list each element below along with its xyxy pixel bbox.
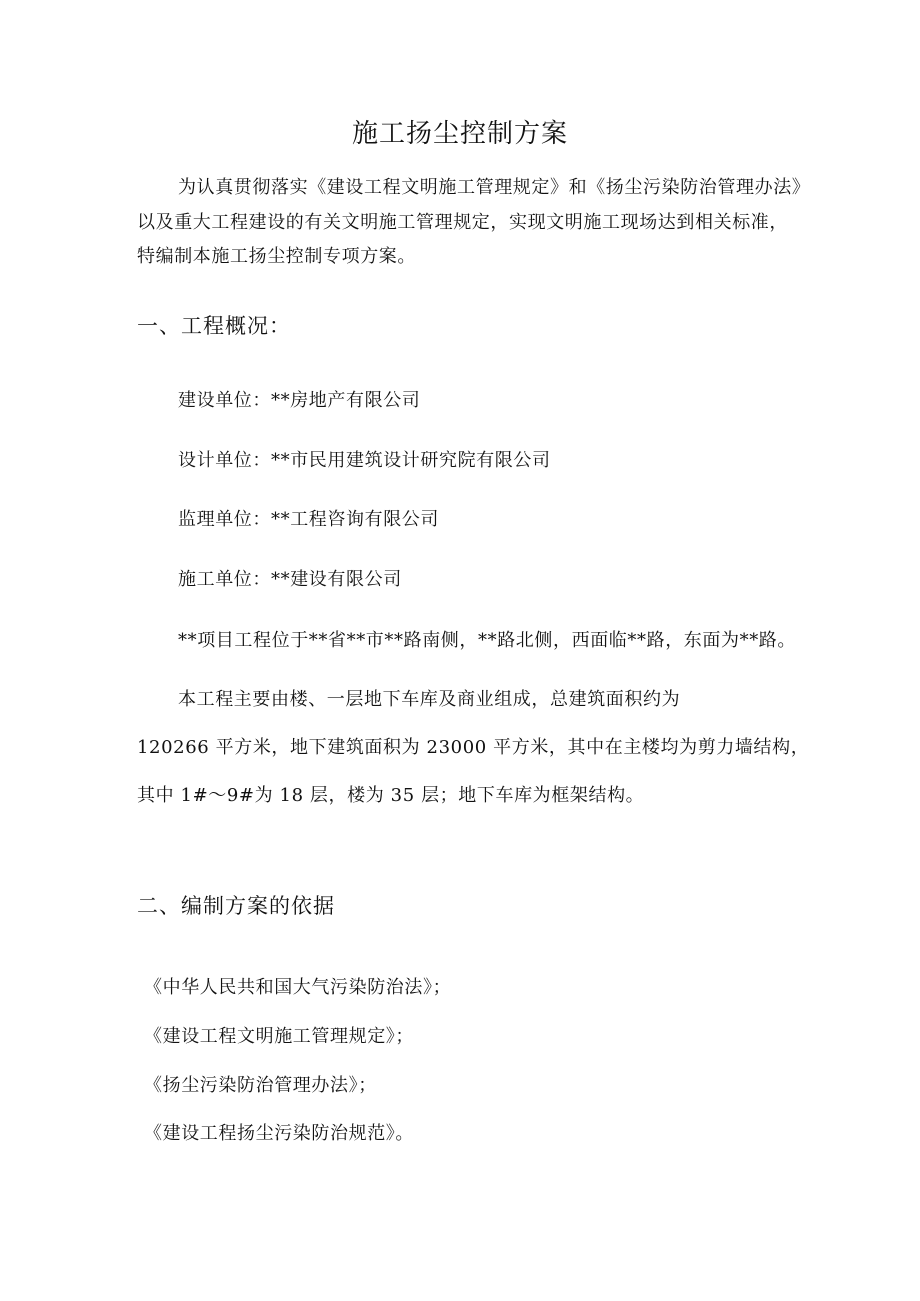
- intro-line-2: 以及重大工程建设的有关文明施工管理规定，实现文明施工现场达到相关标准，: [137, 212, 788, 233]
- construction-unit: 建设单位：**房地产有限公司: [178, 390, 421, 411]
- description-line-3: 其中 1#～9#为 18 层，楼为 35 层；地下车库为框架结构。: [137, 785, 645, 806]
- description-line-2: 120266 平方米，地下建筑面积为 23000 平方米，其中在主楼均为剪力墙结构，: [137, 737, 810, 758]
- description-line-1: 本工程主要由楼、一层地下车库及商业组成，总建筑面积约为: [178, 689, 681, 710]
- section-2-heading: 二、编制方案的依据: [137, 894, 335, 918]
- basis-item-3: 《扬尘污染防治管理办法》；: [144, 1075, 377, 1096]
- basis-item-4: 《建设工程扬尘污染防治规范》。: [144, 1123, 414, 1144]
- contractor-unit: 施工单位：**建设有限公司: [178, 569, 402, 590]
- design-unit: 设计单位：**市民用建筑设计研究院有限公司: [178, 450, 551, 471]
- supervision-unit: 监理单位：**工程咨询有限公司: [178, 509, 439, 530]
- section-1-heading: 一、工程概况：: [137, 314, 291, 338]
- intro-line-1: 为认真贯彻落实《建设工程文明施工管理规定》和《扬尘污染防治管理办法》: [178, 177, 811, 198]
- document-title: 施工扬尘控制方案: [351, 119, 568, 149]
- basis-item-2: 《建设工程文明施工管理规定》；: [144, 1026, 414, 1047]
- project-location: **项目工程位于**省**市**路南侧，**路北侧，西面临**路，东面为**路。: [178, 630, 796, 651]
- basis-item-1: 《中华人民共和国大气污染防治法》；: [144, 977, 452, 998]
- intro-line-3: 特编制本施工扬尘控制专项方案。: [137, 246, 416, 267]
